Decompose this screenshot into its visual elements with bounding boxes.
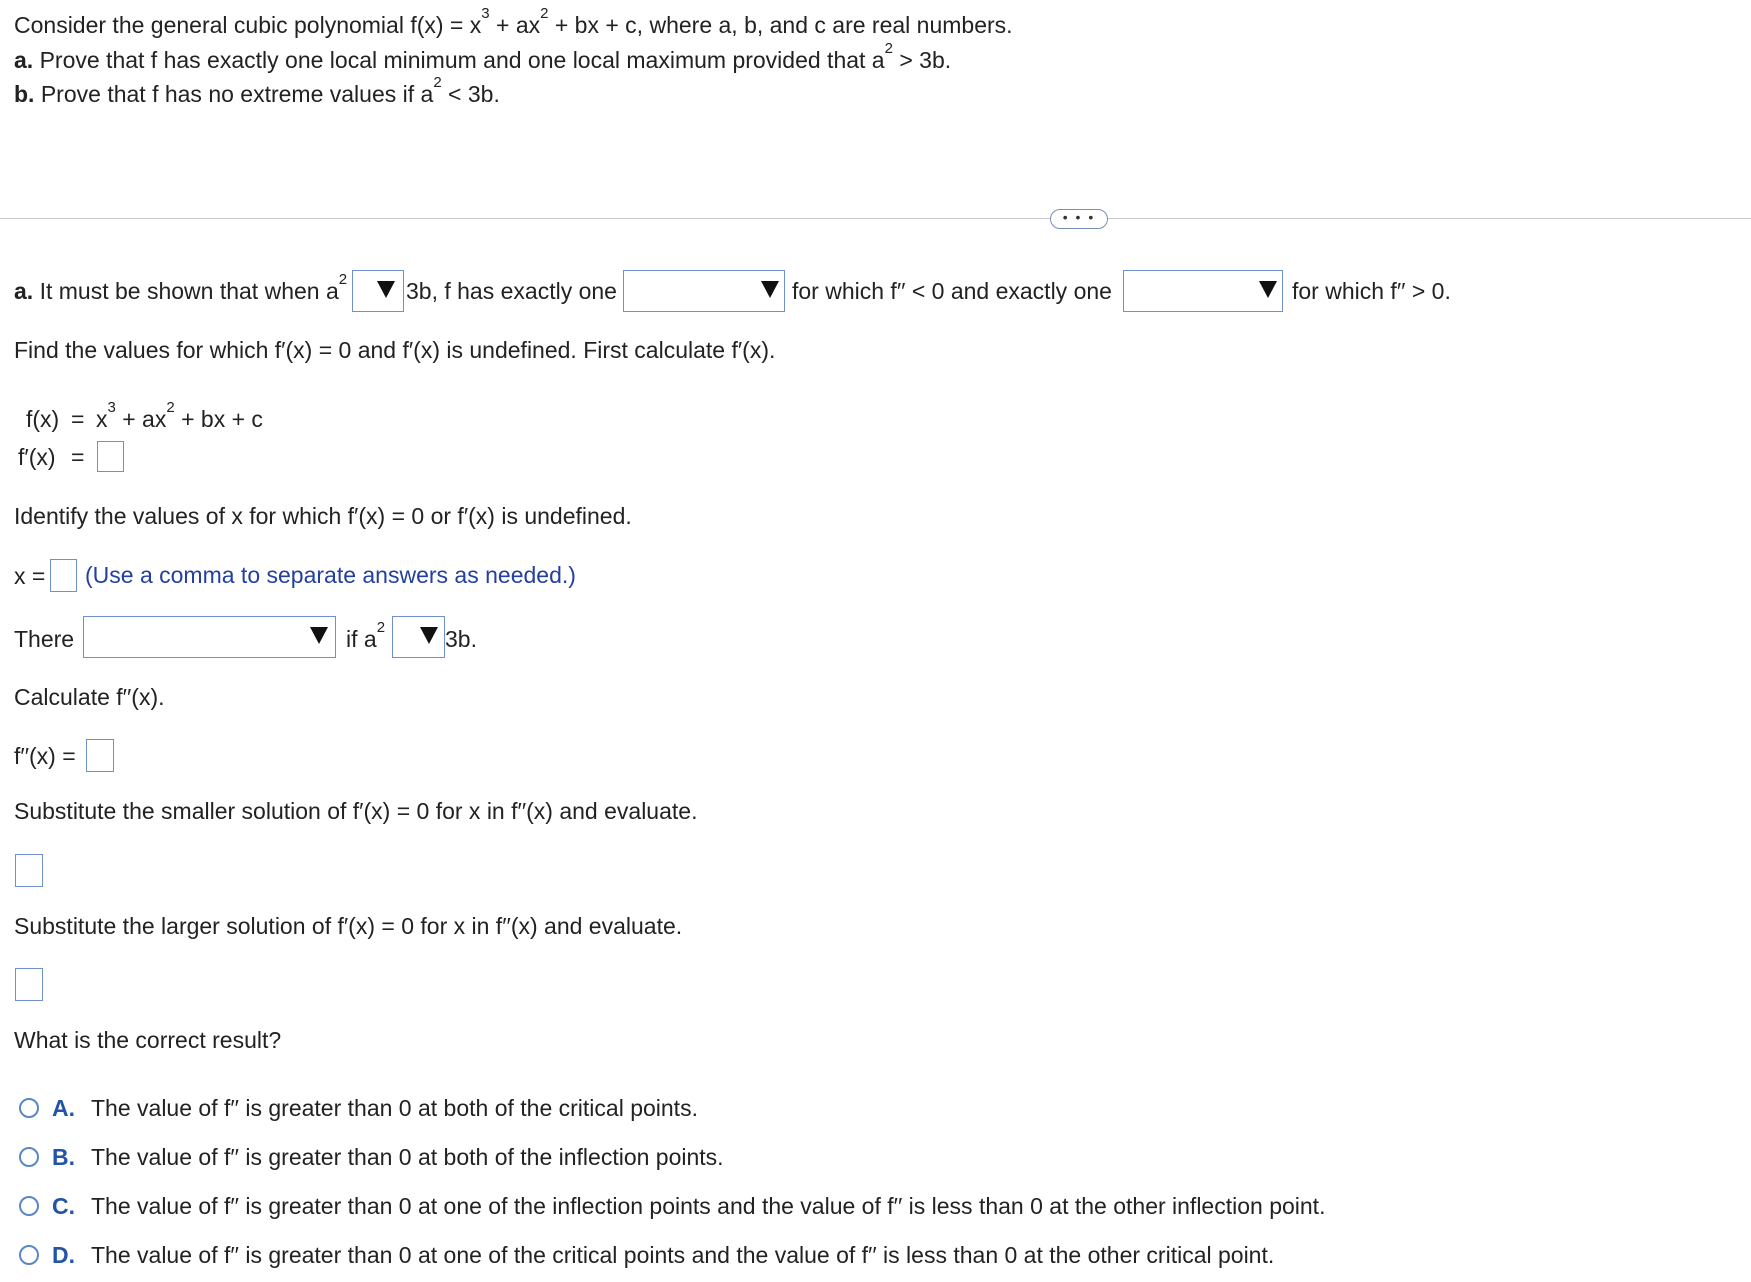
sub-larger-text: Substitute the larger solution of f′(x) = 0 for x in f′′(x) and evaluate. [14,913,683,939]
comma-hint: (Use a comma to separate answers as needed.) [85,562,576,588]
there-dropdown[interactable] [83,616,336,658]
radio-c[interactable] [19,1196,39,1216]
fx-rhs: $x^3 + ax^2$ + bx + c [96,399,263,432]
chevron-down-icon [1259,281,1277,298]
fx-eq: = [71,406,85,432]
relation-dropdown-there[interactable] [392,616,445,658]
fprime-input[interactable] [97,441,124,472]
option-d-letter: D. [52,1242,75,1268]
step-a-text1: a. It must be shown that when $a^2$ [14,271,348,304]
chevron-down-icon [377,281,395,298]
option-c-text: The value of f′′ is greater than 0 at one of the inflection points and the value of f′′ is less than 0 at the other inflection point. [91,1193,1326,1219]
question-text: What is the correct result? [14,1027,282,1053]
option-c-letter: C. [52,1193,75,1219]
there-3b: 3b. [445,626,477,652]
option-d-text: The value of f′′ is greater than 0 at one of the critical points and the value of f′′ is less than 0 at the other critical point. [91,1242,1275,1268]
problem-intro: Consider the general cubic polynomial $f(x) = x^3 + ax^2$ + bx + c, where a, b, and c are real numbers. [14,5,1013,38]
problem-part-a: a. Prove that f has exactly one local minimum and one local maximum provided that $a^2 > 3b$. [14,40,952,73]
relation-dropdown-a[interactable] [352,270,404,312]
problem-part-b: b. Prove that f has no extreme values if $a^2 < 3b$. [14,74,500,107]
find-values-text: Find the values for which f′(x) = 0 and f′(x) is undefined. First calculate f′(x). [14,337,776,363]
fpx-eq: = [71,444,85,470]
step-a-text2: 3b, f has exactly one [406,278,617,304]
identify-text: Identify the values of x for which f′(x) = 0 or f′(x) is undefined. [14,503,632,529]
there-label: There [14,626,75,652]
option-b-text: The value of f′′ is greater than 0 at both of the inflection points. [91,1144,724,1170]
radio-a[interactable] [19,1098,39,1118]
smaller-eval-input[interactable] [15,854,43,887]
x-eq-label: x = [14,563,46,589]
calc-fpp-text: Calculate f′′(x). [14,684,165,710]
extremum-dropdown-2[interactable] [1123,270,1283,312]
larger-eval-input[interactable] [15,968,43,1001]
more-options-button[interactable]: • • • [1050,209,1108,229]
option-b-letter: B. [52,1144,75,1170]
section-divider [0,218,1751,219]
chevron-down-icon [420,627,438,644]
fdoubleprime-input[interactable] [86,739,114,772]
fpx-lhs: f′(x) [18,444,56,470]
sub-smaller-text: Substitute the smaller solution of f′(x) = 0 for x in f′′(x) and evaluate. [14,798,698,824]
chevron-down-icon [761,281,779,298]
extremum-dropdown-1[interactable] [623,270,785,312]
fpp-eq-label: f′′(x) = [14,743,76,769]
x-values-input[interactable] [50,559,77,592]
chevron-down-icon [310,627,328,644]
radio-b[interactable] [19,1147,39,1167]
option-a-letter: A. [52,1095,75,1121]
step-a-text4: for which f′′ > 0. [1292,278,1451,304]
radio-d[interactable] [19,1245,39,1265]
option-a-text: The value of f′′ is greater than 0 at both of the critical points. [91,1095,698,1121]
step-a-text3: for which f′′ < 0 and exactly one [792,278,1112,304]
if-a2-text: if $a^2$ [346,619,386,652]
fx-lhs: f(x) [26,406,60,432]
